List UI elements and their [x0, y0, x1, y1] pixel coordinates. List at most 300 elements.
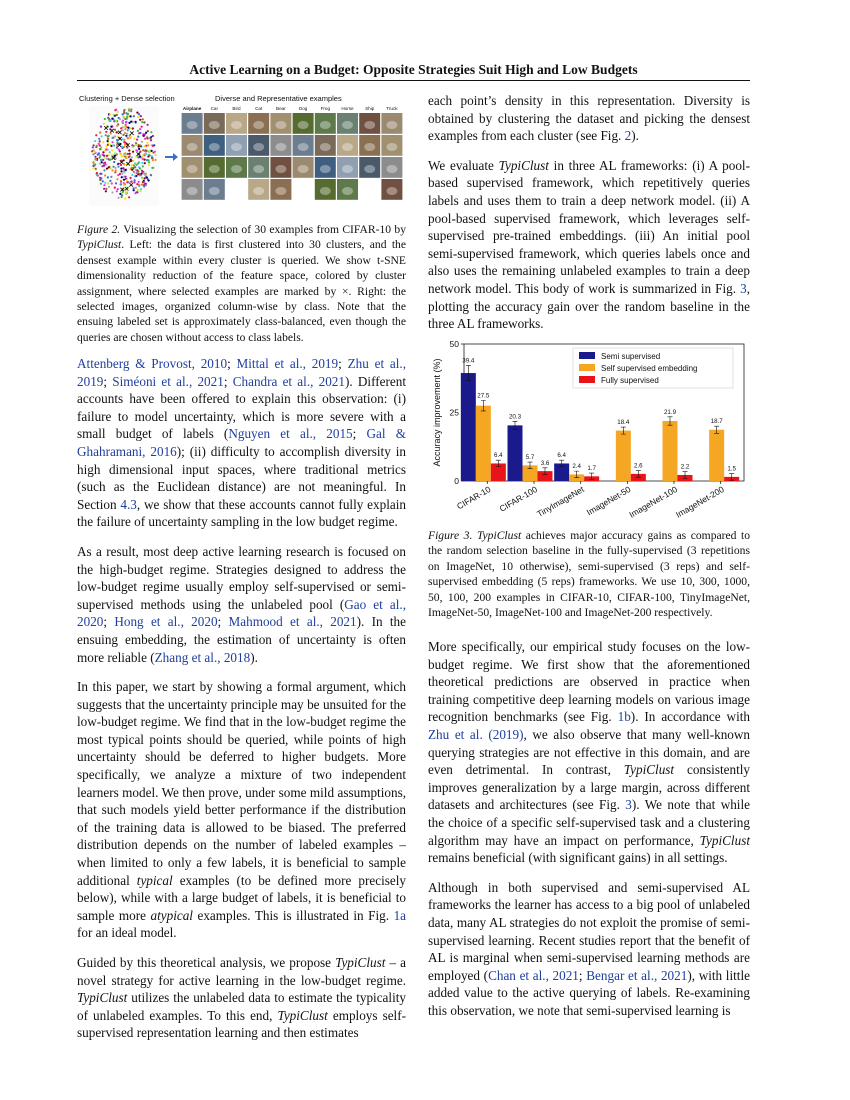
tsne-point	[129, 127, 131, 129]
section-link[interactable]: 4.3	[120, 496, 137, 512]
tsne-point	[103, 123, 105, 125]
tsne-point	[137, 116, 139, 118]
tsne-point	[133, 115, 135, 117]
tsne-point	[143, 121, 145, 123]
tsne-point	[92, 146, 94, 148]
tsne-point	[96, 172, 98, 174]
tsne-point	[111, 149, 113, 151]
tsne-point	[137, 136, 139, 138]
tsne-point	[95, 146, 97, 148]
tsne-point	[139, 156, 141, 158]
tsne-point	[124, 152, 126, 154]
paragraph: Although in both supervised and semi-supervised AL frameworks the learner has access to a big pool of unlabeled data, many AL strategies do not exploit the promise of semi-supervised learning. Recent studies report that the benefit of AL is marginal when semi-supervised learning methods are employed (Chan et al., 2021; Bengar et al., 2021), with little added value to the active querying of labels. Re-examining this observation, we note that semi-supervised learning is	[428, 879, 750, 1018]
tsne-point	[148, 155, 150, 157]
tsne-point	[129, 153, 131, 155]
tsne-point	[119, 173, 121, 175]
tsne-point	[121, 146, 123, 148]
figure-link[interactable]: 1a	[393, 907, 407, 923]
tsne-point	[124, 198, 126, 200]
tsne-point	[132, 145, 134, 147]
tsne-point	[109, 151, 111, 153]
data-label: 2.2	[680, 463, 690, 471]
y-axis-label: Accuracy improvement (%)	[432, 358, 442, 467]
tsne-point	[106, 158, 108, 160]
tsne-point	[116, 144, 118, 146]
tsne-point	[122, 113, 124, 115]
tsne-point	[145, 132, 147, 134]
tsne-point	[130, 160, 132, 162]
tsne-point	[105, 134, 107, 136]
tsne-point	[147, 130, 149, 132]
y-tick-label: 25	[449, 407, 459, 418]
bar	[616, 431, 631, 481]
tsne-point	[109, 159, 111, 161]
tsne-point	[136, 183, 138, 185]
tsne-point	[107, 182, 109, 184]
tsne-point	[114, 129, 116, 131]
tsne-point	[133, 171, 135, 173]
tsne-point	[112, 114, 114, 116]
tsne-point	[112, 166, 114, 168]
tsne-point	[146, 142, 148, 144]
tsne-point	[135, 187, 137, 189]
tsne-point	[128, 108, 130, 110]
paragraph: As a result, most deep active learning research is focused on the high-budget regime. Strategies designed to address the low-budget regime usually employ self-supervised or semi-supervised methods using the unlabeled pool (Gao et al., 2020; Hong et al., 2020; Mahmood et al., 2021). In the ensuing embedding, the estimation of uncertainty is often more reliable (Zhang et al., 2018).	[77, 543, 407, 665]
tsne-point	[126, 179, 128, 181]
tsne-point	[108, 186, 110, 188]
figure-link[interactable]: 1b	[617, 709, 631, 725]
tsne-point	[114, 135, 116, 137]
tsne-point	[104, 157, 106, 159]
tsne-point	[131, 156, 133, 158]
tsne-point	[111, 169, 113, 171]
tsne-point	[110, 176, 112, 178]
citation-link[interactable]: Chandra et al., 2021	[232, 373, 345, 389]
tsne-point	[131, 164, 133, 166]
paragraph: Guided by this theoretical analysis, we propose TypiClust – a novel strategy for active learning in the low-budget regime. TypiClust utilizes the unlabeled data to estimate the typicality of unlabeled examples. To this end, TypiClust employs self-supervised representation learning and then estimates	[77, 955, 407, 1041]
tsne-point	[110, 167, 112, 169]
class-label: Bear	[276, 106, 286, 111]
class-label: Airplane	[182, 106, 202, 111]
tsne-point	[142, 149, 144, 151]
tsne-point	[102, 180, 104, 182]
tsne-point	[144, 162, 146, 164]
tsne-point	[119, 118, 121, 120]
data-label: 27.5	[477, 392, 490, 400]
tsne-point	[148, 159, 150, 161]
data-label: 20.3	[508, 413, 522, 421]
tsne-point	[105, 188, 107, 190]
tsne-point	[114, 152, 116, 154]
tsne-point	[136, 112, 138, 114]
tsne-point	[116, 141, 118, 143]
tsne-point	[148, 164, 150, 166]
tsne-point	[151, 150, 153, 152]
citation-link[interactable]: Mittal et al., 2019	[236, 356, 339, 371]
tsne-point	[126, 133, 128, 135]
tsne-point	[135, 121, 137, 123]
tsne-point	[142, 118, 144, 120]
tsne-point	[135, 149, 137, 151]
tsne-point	[102, 159, 104, 161]
bar	[461, 373, 476, 481]
tsne-point	[120, 153, 122, 155]
tsne-point	[106, 168, 108, 170]
tsne-point	[135, 156, 137, 158]
tsne-point	[99, 154, 101, 156]
citation-link[interactable]: Chan et al., 2021	[488, 967, 579, 983]
tsne-point	[136, 139, 138, 141]
tsne-point	[93, 167, 95, 169]
tsne-point	[125, 124, 127, 126]
tsne-point	[105, 131, 107, 133]
tsne-point	[109, 180, 111, 182]
citation-link[interactable]: Hong et al., 2020	[114, 614, 218, 630]
paragraph: More specifically, our empirical study focuses on the low-budget regime. We first show that the aforementioned theoretical predictions are observed in practice when training competitive deep learning models on various image recognition benchmarks (see Fig. 1b). In accordance with Zhu et al. (2019), we also observe that many well-known querying strategies are not effective in this domain, and are even detrimental. In contrast, TypiClust consistently improves generalization by a large margin, across different datasets and architectures (see Fig. 3). We note that while the choice of a specific self-supervised task and a clustering algorithm may have an impact on performance, TypiClust remains beneficial (with significant gains) in all settings.	[428, 639, 751, 866]
tsne-scatter-plot	[89, 106, 159, 206]
tsne-point	[117, 166, 119, 168]
tsne-point	[103, 188, 105, 190]
tsne-point	[147, 144, 149, 146]
tsne-point	[116, 139, 118, 141]
tsne-point	[120, 183, 122, 185]
paragraph: We evaluate TypiClust in three AL frameworks: (i) A pool-based supervised framework, which repetitively queries labels and uses them to train a deep network model. (ii) A pool-based supervised framework, which leverages self-supervised pre-trained embeddings. (iii) An initial pool semi-supervised framework, which queries labels once and also uses the remaining unlabeled examples to train a deep network model. This body of work is summarized in Fig. 3, plotting the accuracy gain over the random baseline in the three AL frameworks.	[428, 157, 750, 332]
data-label: 6.4	[557, 452, 566, 460]
tsne-point	[150, 174, 152, 176]
tsne-point	[126, 116, 128, 118]
class-label: Bird	[232, 106, 241, 111]
tsne-point	[139, 128, 141, 130]
citation-link[interactable]: Bengar et al., 2021	[586, 967, 688, 983]
arrow-icon	[165, 153, 178, 161]
tsne-point	[142, 178, 144, 180]
tsne-point	[146, 136, 148, 138]
tsne-point	[123, 171, 125, 173]
tsne-point	[135, 144, 137, 146]
tsne-point	[111, 182, 113, 184]
fig2-right-label: Diverse and Representative examples	[215, 94, 342, 103]
tsne-point	[138, 132, 140, 134]
tsne-point	[143, 181, 145, 183]
tsne-point	[150, 137, 152, 139]
tsne-point	[116, 125, 118, 127]
tsne-point	[94, 156, 96, 158]
right-column-bottom	[428, 638, 750, 1031]
paragraph: Attenberg & Provost, 2010; Mittal et al., 2019; Zhu et al., 2019; Siméoni et al., 2021; Chandra et al., 2021). Different accounts have been offered to explain this observation: (i) failure to model uncertainty, which is more severe with a small budget of labels (Nguyen et al., 2015; Gal & Ghahramani, 2016); (ii) difficulty to accomplish diversity in high dimensional input spaces, where traditional metrics (such as the Euclidean distance) are not meaningful. In Section 4.3, we show that these accounts cannot fully explain the failure of uncertainty sampling in the low budget regime.	[77, 356, 406, 530]
tsne-point	[117, 188, 119, 190]
tsne-point	[140, 174, 142, 176]
paragraph: In this paper, we start by showing a formal argument, which suggests that the uncertainty principle may be unsuited for the low-budget regime. We find that in the low-budget regime the most typical points should be queried, while points of high uncertainty should be deferred to higher budgets. More specifically, we analyze a mixture of two independent learners model. We then prove, under some mild assumptions, that such models yield better performance if the distribution of the training data is allowed to be biased. The preferred distribution depends on the number of labeled examples – when limited to only a few labels, it is beneficial to sample additional typical examples (to be defined more precisely below), while with a large budget of labels, it is beneficial to sample more atypical examples. This is illustrated in Fig. 1a for an ideal model.	[77, 679, 407, 941]
x-tick-label: ImageNet-200	[674, 484, 726, 520]
tsne-point	[138, 145, 140, 147]
tsne-point	[148, 179, 150, 181]
x-tick-label: CIFAR-100	[497, 484, 539, 514]
tsne-point	[115, 182, 117, 184]
tsne-point	[137, 171, 139, 173]
tsne-point	[110, 132, 112, 134]
tsne-point	[145, 184, 147, 186]
tsne-point	[111, 154, 113, 156]
tsne-point	[108, 135, 110, 137]
paragraph: each point’s density in this representation. Diversity is obtained by clustering the dataset and picking the densest examples from each cluster (see Fig. 2).	[428, 93, 750, 144]
tsne-point	[142, 158, 144, 160]
tsne-point	[120, 164, 122, 166]
tsne-point	[107, 176, 109, 178]
tsne-point	[115, 120, 117, 122]
tsne-point	[104, 162, 106, 164]
citation-link[interactable]: Siméoni et al., 2021	[112, 373, 224, 389]
tsne-point	[126, 118, 128, 120]
citation-link[interactable]: Gal & Ghahramani, 2016	[77, 426, 406, 459]
tsne-point	[125, 169, 127, 171]
tsne-point	[117, 163, 119, 165]
bar	[663, 421, 678, 481]
tsne-point	[127, 113, 129, 115]
tsne-point	[141, 121, 143, 123]
tsne-point	[92, 162, 94, 164]
right-column-top	[428, 92, 750, 345]
legend-label: Self supervised embedding	[601, 364, 698, 373]
tsne-point	[122, 167, 124, 169]
tsne-point	[112, 141, 114, 143]
x-tick-label: TinyImageNet	[535, 484, 586, 520]
x-tick-label: ImageNet-50	[584, 484, 633, 518]
citation-link[interactable]: Gao et al., 2020	[77, 596, 406, 630]
running-header: Active Learning on a Budget: Opposite Strategies Suit High and Low Budgets	[189, 62, 638, 77]
y-tick-label: 0	[454, 476, 459, 486]
tsne-point	[99, 140, 101, 142]
tsne-point	[134, 175, 136, 177]
tsne-point	[130, 108, 132, 110]
data-label: 6.4	[494, 452, 503, 460]
tsne-point	[116, 178, 118, 180]
tsne-point	[146, 150, 148, 152]
tsne-point	[140, 188, 142, 190]
legend-swatch	[579, 376, 595, 383]
tsne-point	[138, 113, 140, 115]
tsne-point	[99, 173, 101, 175]
class-label: Horse	[341, 106, 354, 111]
tsne-point	[100, 146, 102, 148]
tsne-point	[115, 169, 117, 171]
data-label: 18.7	[710, 418, 723, 426]
tsne-point	[150, 131, 152, 133]
tsne-point	[141, 126, 143, 128]
tsne-point	[125, 121, 127, 123]
tsne-point	[128, 156, 130, 158]
class-label: Frog	[320, 106, 331, 111]
tsne-point	[121, 196, 123, 198]
tsne-point	[141, 184, 143, 186]
tsne-point	[100, 183, 102, 185]
tsne-point	[137, 130, 139, 132]
tsne-point	[142, 171, 144, 173]
tsne-point	[91, 150, 93, 152]
tsne-point	[112, 144, 114, 146]
tsne-point	[125, 135, 127, 137]
data-label: 2.6	[634, 462, 643, 470]
class-labels	[183, 106, 398, 111]
citation-link[interactable]: Mahmood et al., 2021	[228, 614, 357, 630]
tsne-point	[112, 137, 114, 139]
tsne-point	[140, 145, 142, 147]
tsne-point	[124, 144, 126, 146]
tsne-point	[138, 181, 140, 183]
figure-3-caption: Figure 3. TypiClust achieves major accuracy gains as compared to the random selection baseline in the fully-supervised (3 repetitions on ImageNet, 10 otherwise), semi-supervised (3 reps) and self-supervised embedding (5 reps) frameworks. We use 10, 300, 1000, 50, 100, 200 examples in CIFAR-10, CIFAR-100, TinyImageNet, ImageNet-50, ImageNet-100 and ImageNet-200 respectively.	[428, 529, 751, 620]
tsne-point	[125, 192, 127, 194]
x-tick-label: ImageNet-100	[627, 484, 679, 520]
tsne-point	[105, 190, 107, 192]
tsne-point	[134, 166, 136, 168]
tsne-point	[103, 155, 105, 157]
data-label: 1.5	[727, 465, 736, 473]
tsne-point	[114, 187, 116, 189]
tsne-point	[134, 192, 136, 194]
citation-link[interactable]: Attenberg & Provost, 2010	[77, 356, 228, 371]
tsne-point	[144, 138, 146, 140]
tsne-point	[144, 145, 146, 147]
selected-image-grid	[182, 113, 403, 200]
class-label: Cat	[255, 106, 263, 111]
tsne-point	[144, 153, 146, 155]
tsne-point	[120, 181, 122, 183]
tsne-point	[139, 119, 141, 121]
tsne-point	[124, 126, 126, 128]
tsne-point	[123, 139, 125, 141]
tsne-point	[99, 144, 101, 146]
tsne-point	[151, 157, 153, 159]
tsne-point	[136, 191, 138, 193]
figure-2	[77, 92, 406, 210]
tsne-point	[124, 132, 126, 134]
tsne-point	[124, 128, 126, 130]
tsne-point	[133, 181, 135, 183]
citation-link[interactable]: Nguyen et al., 2015	[228, 426, 353, 442]
tsne-point	[130, 177, 132, 179]
tsne-point	[120, 127, 122, 129]
tsne-point	[99, 132, 101, 134]
figure-link[interactable]: 3	[625, 797, 632, 813]
tsne-point	[132, 160, 134, 162]
tsne-point	[147, 124, 149, 126]
tsne-point	[152, 145, 154, 147]
tsne-point	[141, 162, 143, 164]
figure-link[interactable]: 2	[624, 128, 632, 144]
tsne-point	[117, 111, 119, 113]
bar	[508, 425, 523, 481]
figure-link[interactable]: 3	[740, 280, 747, 296]
tsne-point	[116, 131, 118, 133]
tsne-point	[130, 136, 132, 138]
tsne-point	[118, 197, 120, 199]
tsne-point	[95, 134, 97, 136]
tsne-point	[107, 142, 109, 144]
tsne-point	[138, 148, 140, 150]
tsne-point	[131, 174, 133, 176]
tsne-point	[154, 159, 156, 161]
tsne-point	[123, 109, 125, 111]
tsne-point	[149, 150, 151, 152]
tsne-point	[123, 116, 125, 118]
tsne-point	[134, 179, 136, 181]
class-label: Dog	[298, 106, 308, 111]
legend-label: Fully supervised	[601, 376, 659, 385]
tsne-point	[99, 163, 101, 165]
tsne-point	[141, 141, 143, 143]
data-label: 1.7	[587, 465, 596, 473]
legend-swatch	[579, 364, 595, 371]
tsne-point	[120, 170, 122, 172]
tsne-point	[127, 129, 129, 131]
tsne-point	[104, 150, 106, 152]
tsne-point	[94, 140, 96, 142]
tsne-point	[145, 173, 147, 175]
tsne-point	[132, 151, 134, 153]
tsne-point	[121, 155, 123, 157]
data-label: 3.6	[540, 459, 550, 467]
tsne-point	[127, 127, 129, 129]
tsne-point	[142, 165, 144, 167]
tsne-point	[103, 169, 105, 171]
tsne-point	[128, 122, 130, 124]
tsne-point	[100, 177, 102, 179]
tsne-point	[111, 191, 113, 193]
header-rule	[77, 80, 750, 81]
tsne-point	[99, 148, 101, 150]
tsne-point	[121, 176, 123, 178]
tsne-point	[123, 183, 125, 185]
figure-3-bar-chart	[428, 338, 750, 528]
tsne-point	[99, 157, 101, 159]
tsne-point	[128, 149, 130, 151]
bar	[709, 430, 724, 481]
bar	[476, 406, 491, 481]
citation-link[interactable]: Zhang et al., 2018	[154, 649, 251, 665]
legend-swatch	[579, 352, 595, 359]
tsne-point	[95, 158, 97, 160]
tsne-point	[102, 141, 104, 143]
data-label: 21.9	[663, 408, 677, 416]
data-label: 5.7	[525, 454, 535, 462]
tsne-point	[119, 150, 121, 152]
tsne-point	[128, 196, 130, 198]
tsne-point	[110, 126, 112, 128]
tsne-point	[116, 190, 118, 192]
tsne-point	[130, 181, 132, 183]
citation-link[interactable]: Zhu et al. (2019)	[428, 726, 524, 742]
tsne-point	[140, 190, 142, 192]
tsne-point	[152, 135, 154, 137]
tsne-point	[113, 161, 115, 163]
tsne-point	[108, 118, 110, 120]
tsne-point	[93, 164, 95, 166]
figure-2-caption: Figure 2. Visualizing the selection of 30 examples from CIFAR-10 by TypiClust. Left: the data is first clustered into 30 clusters, and the densest example within every cluster is queried. We show t-SNE dimensionality reduction of the feature space, colored by cluster assignment, where selected examples are marked by ×. Right: the selected images, organized column-wise by class. Note that the ensuing labeled set is approximately class-balanced, even though the queries are chosen without access to class labels.	[77, 223, 406, 344]
citation-link[interactable]: Zhu et al., 2019	[77, 356, 406, 389]
tsne-point	[122, 134, 124, 136]
caption-label: Figure 2.	[77, 223, 121, 236]
tsne-point	[100, 159, 102, 161]
tsne-point	[96, 174, 98, 176]
tsne-point	[98, 138, 100, 140]
tsne-point	[109, 113, 111, 115]
class-label: Truck	[386, 106, 398, 111]
tsne-point	[113, 119, 115, 121]
data-label: 2.4	[572, 463, 581, 471]
tsne-point	[123, 155, 125, 157]
tsne-point	[107, 138, 109, 140]
tsne-point	[131, 169, 133, 171]
tsne-point	[132, 127, 134, 129]
